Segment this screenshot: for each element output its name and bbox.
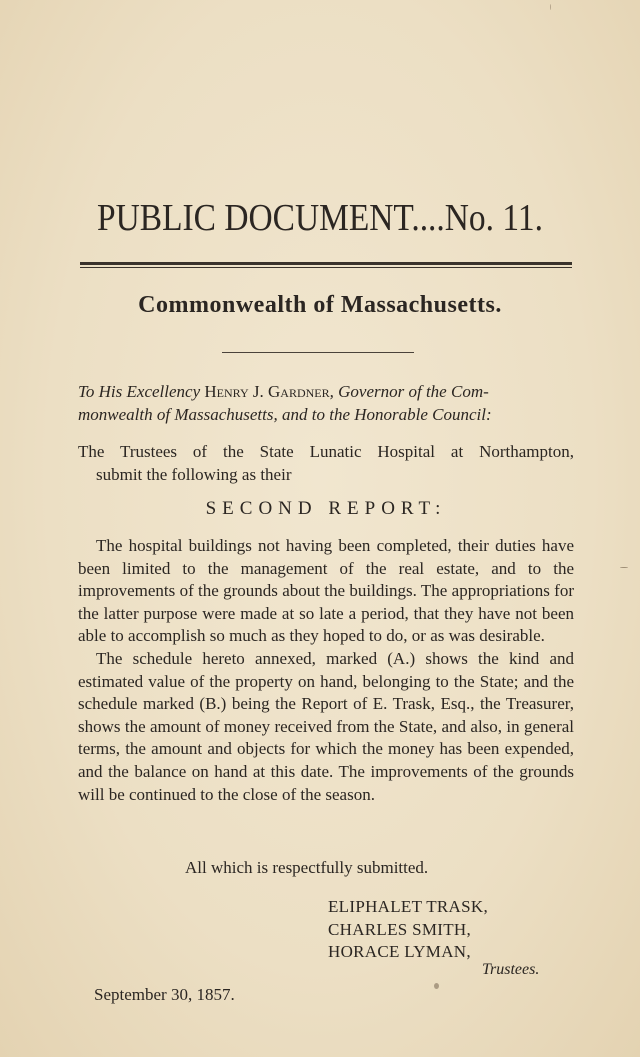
- document-title: PUBLIC DOCUMENT....No. 11.: [97, 197, 543, 239]
- paragraph-1: The hospital buildings not having been completed, their duties have been limited to the management of the real estate, and to the improvements of the grounds about the buildings. The appropriations for the latter purpose were made at so late a period, that they have not been able to accomplish so much as they hoped to do, or as was desirable.: [78, 536, 574, 646]
- address-line2: monwealth of Massachusetts, and to the Honorable Council:: [78, 405, 492, 424]
- signatory-3: HORACE LYMAN,: [328, 942, 471, 961]
- closing-line: All which is respectfully submitted.: [185, 858, 429, 877]
- intro-line2: submit the following as their: [96, 465, 292, 484]
- intro-line1: The Trustees of the State Lunatic Hospital at Northampton,: [78, 442, 574, 461]
- signatory-2: CHARLES SMITH,: [328, 920, 472, 939]
- title-rule-thick: [80, 262, 572, 265]
- intro-block: [78, 440, 574, 486]
- commonwealth-heading: Commonwealth of Massachusetts.: [138, 292, 502, 318]
- paragraph-2: The schedule hereto annexed, marked (A.) shows the kind and estimated value of the property on hand, belonging to the State; and the schedule marked (B.) being the Report of E. Trask, Esq., the Treasurer, shows the amount of money received from the State, and also, in general terms, the amount and objects for which the money has been expended, and the balance on hand at this date. The improvements of the grounds will be continued to the close of the season.: [78, 648, 574, 804]
- ink-spot: [434, 983, 439, 989]
- address-block: [78, 380, 578, 426]
- signatory-1: ELIPHALET TRASK,: [328, 897, 489, 916]
- report-heading: SECOND REPORT:: [205, 498, 447, 519]
- address-part2: , Governor of the Com-: [329, 382, 489, 401]
- report-date: September 30, 1857.: [94, 985, 235, 1004]
- corner-mark: [550, 4, 551, 10]
- governor-name: Henry J. Gardner: [204, 382, 330, 401]
- title-rule-thin: [80, 267, 572, 268]
- heading-rule: [222, 352, 414, 353]
- trustees-label: Trustees.: [482, 961, 540, 978]
- margin-mark: [620, 567, 628, 568]
- address-part1: To His Excellency: [78, 382, 205, 401]
- report-body: [78, 535, 574, 806]
